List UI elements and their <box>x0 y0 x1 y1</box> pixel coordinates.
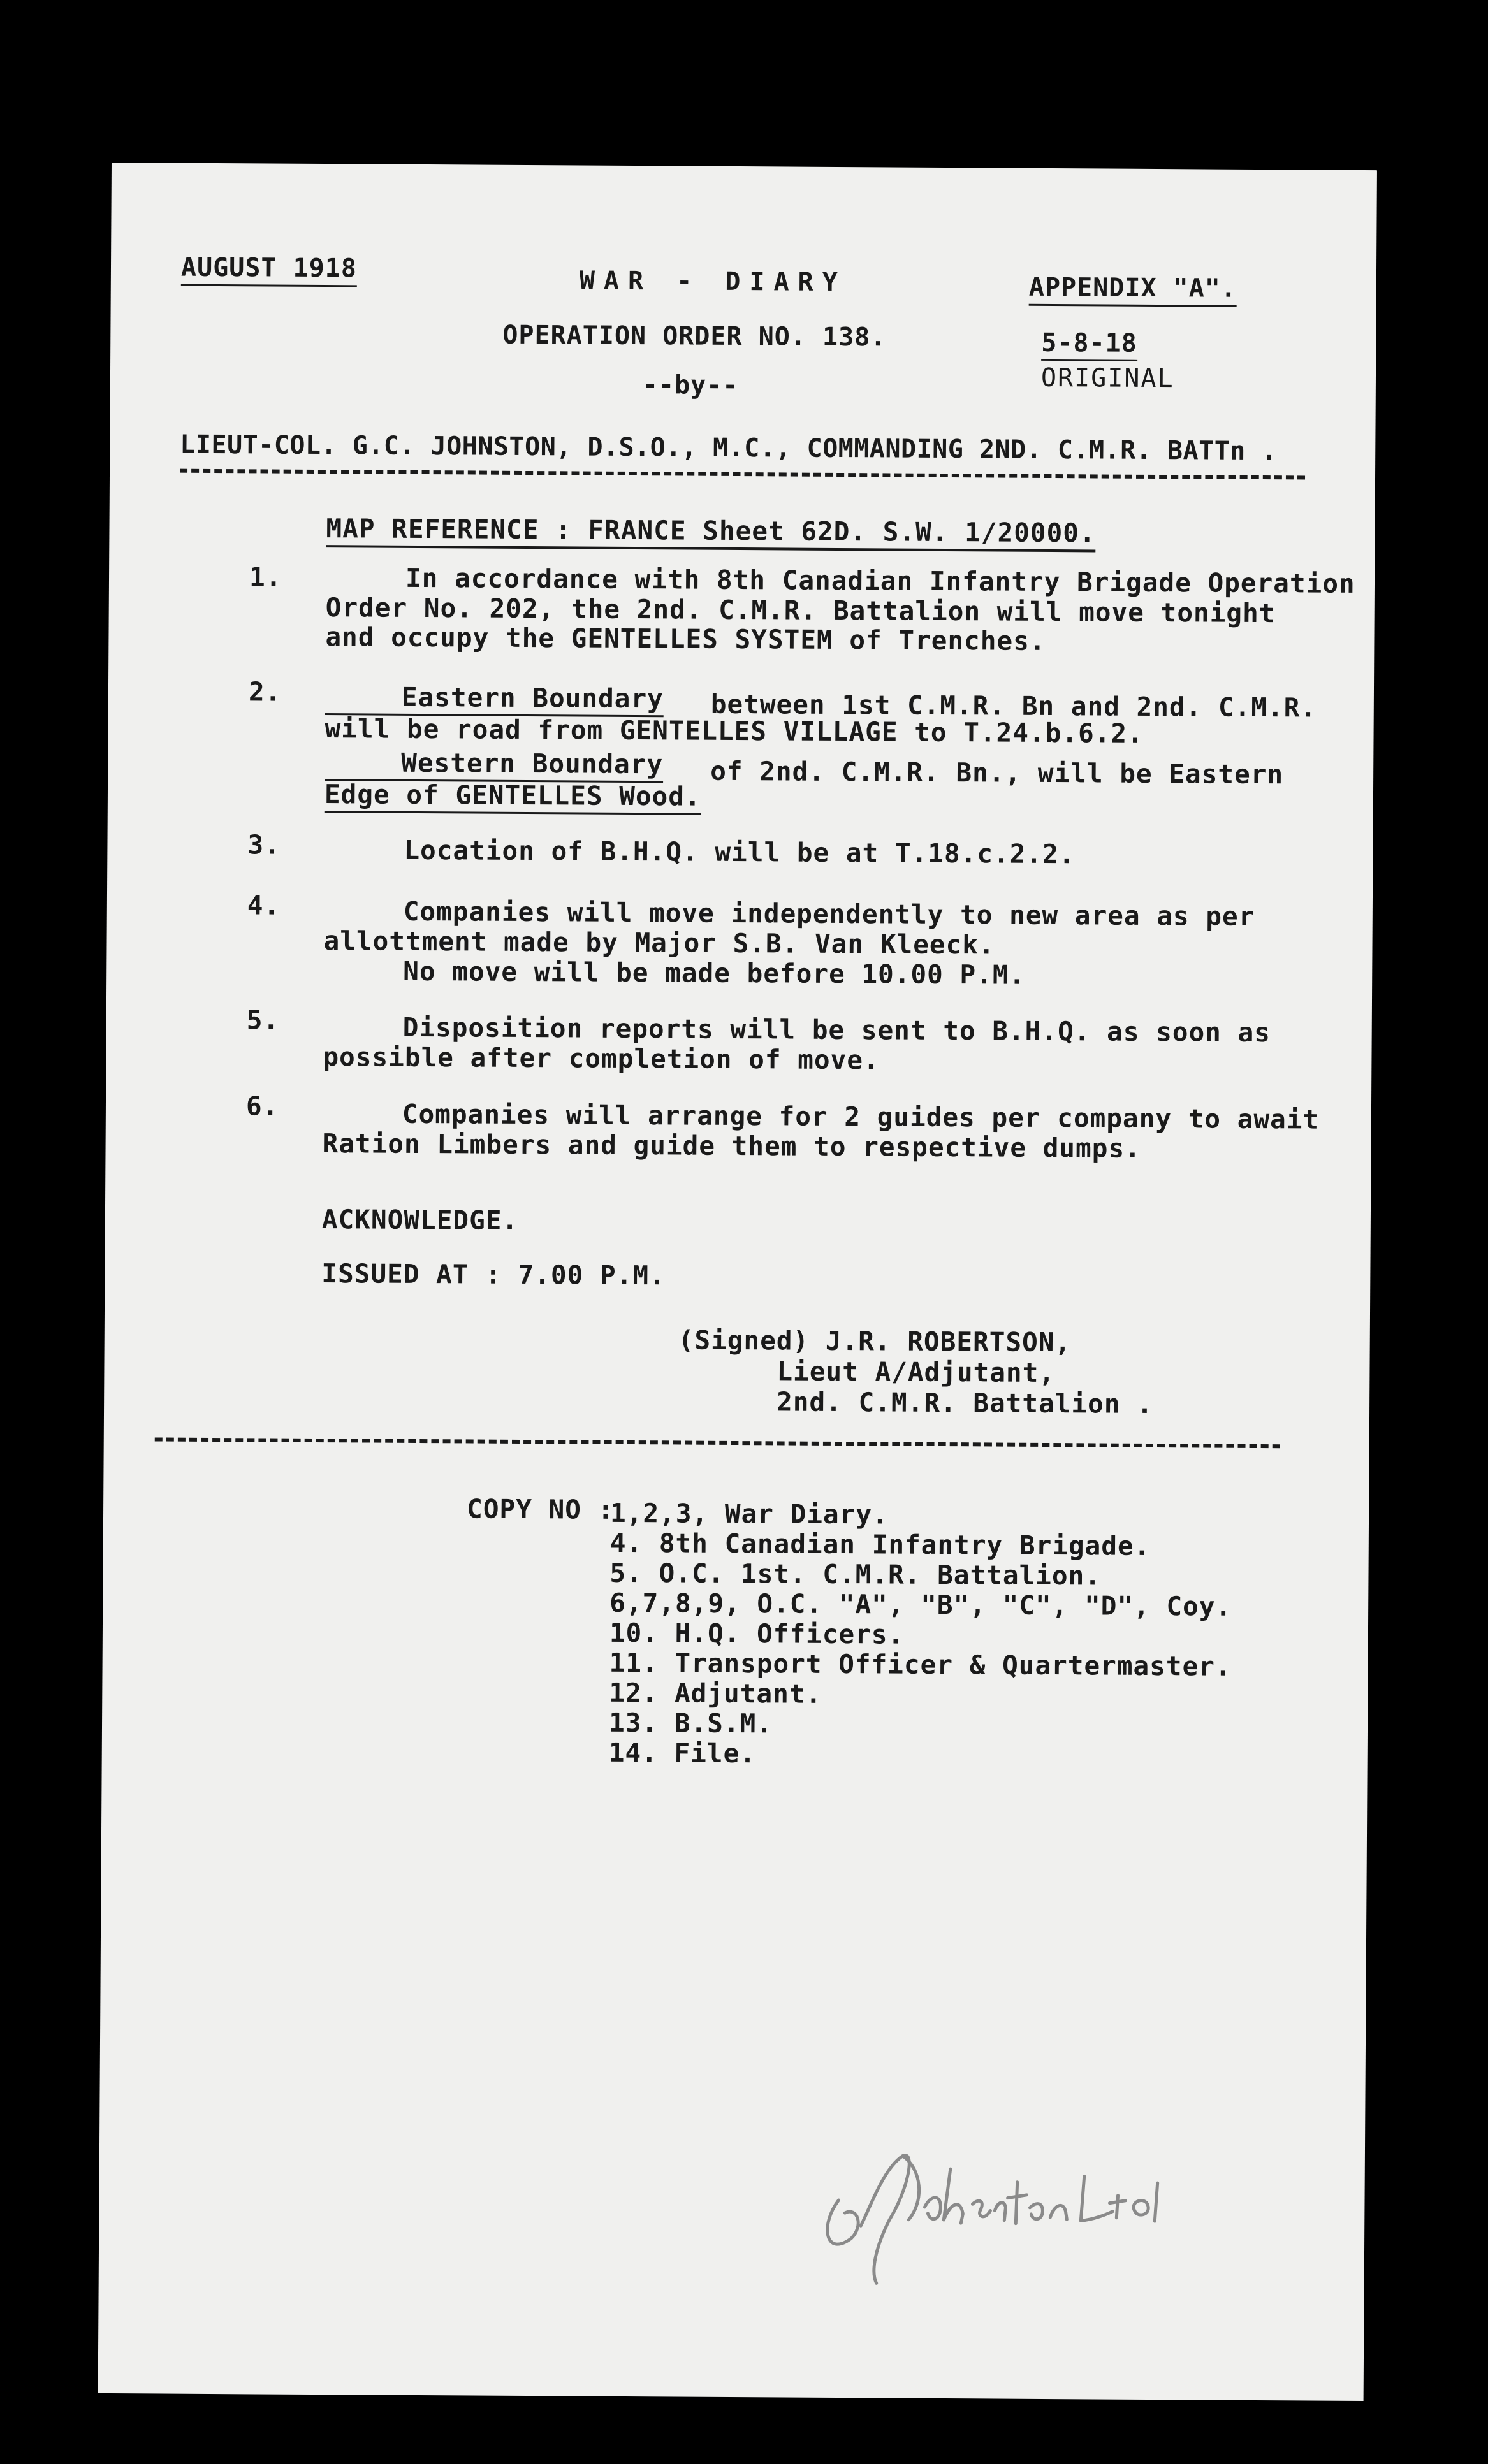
paragraph-number: 5. <box>246 1004 280 1036</box>
handwritten-signature <box>813 2130 1209 2298</box>
paragraph-line: Edge of GENTELLES Wood. <box>325 779 701 815</box>
original-stamp: ORIGINAL <box>1040 363 1174 394</box>
paragraph-line: Companies will arrange for 2 guides per company to await <box>402 1098 1320 1135</box>
paragraph-number: 6. <box>245 1091 279 1122</box>
header-divider <box>180 469 1305 480</box>
issued-at-line: ISSUED AT : 7.00 P.M. <box>321 1258 666 1291</box>
copy-item: 6,7,8,9, O.C. "A", "B", "C", "D", Coy. <box>609 1587 1232 1622</box>
copy-item: 12. Adjutant. <box>609 1677 822 1709</box>
paragraph-line: Order No. 202, the 2nd. C.M.R. Battalion will move tonight <box>325 592 1276 629</box>
copy-no-label: COPY NO : <box>466 1493 615 1525</box>
copy-item: 4. 8th Canadian Infantry Brigade. <box>609 1527 1151 1562</box>
signature-divider <box>155 1437 1280 1448</box>
map-reference: MAP REFERENCE : FRANCE Sheet 62D. S.W. 1/20000. <box>326 513 1095 552</box>
commander-line: LIEUT-COL. G.C. JOHNSTON, D.S.O., M.C., COMMANDING 2ND. C.M.R. BATTn . <box>180 430 1278 467</box>
paragraph-line: Companies will move independently to new area as per <box>403 895 1255 932</box>
paragraph-line: Disposition reports will be sent to B.H.Q. as soon as <box>402 1011 1271 1048</box>
signer-rank: Lieut A/Adjutant, <box>777 1356 1056 1389</box>
signer-unit: 2nd. C.M.R. Battalion . <box>776 1386 1154 1420</box>
paragraph-line: Ration Limbers and guide them to respective dumps. <box>322 1128 1141 1164</box>
appendix-label: APPENDIX "A". <box>1029 272 1237 307</box>
paragraph-number: 1. <box>249 562 282 593</box>
paragraph-line: will be road from GENTELLES VILLAGE to T.24.b.6.2. <box>325 713 1144 749</box>
order-date: 5-8-18 <box>1041 328 1137 361</box>
paragraph-line: and occupy the GENTELLES SYSTEM of Trenches. <box>325 621 1046 656</box>
paragraph-number: 3. <box>247 829 281 860</box>
paragraph-line: possible after completion of move. <box>323 1041 880 1076</box>
paragraph-line: In accordance with 8th Canadian Infantry Brigade Operation <box>405 562 1355 599</box>
copy-item: 1,2,3, War Diary. <box>609 1497 889 1530</box>
acknowledge-line: ACKNOWLEDGE. <box>321 1204 519 1236</box>
paragraph-line: between 1st C.M.R. Bn and 2nd. C.M.R. <box>710 688 1317 723</box>
diary-date: AUGUST 1918 <box>181 252 357 287</box>
paragraph-line: No move will be made before 10.00 P.M. <box>403 955 1026 990</box>
paragraph-line: allottment made by Major S.B. Van Kleeck. <box>323 925 995 960</box>
copy-item: 13. B.S.M. <box>608 1707 773 1739</box>
copy-item: 11. Transport Officer & Quartermaster. <box>609 1647 1232 1682</box>
signed-by: (Signed) J.R. ROBERTSON, <box>678 1324 1072 1358</box>
paragraph-number: 4. <box>247 890 281 921</box>
document-page <box>98 163 1377 2401</box>
by-line: --by-- <box>642 370 739 401</box>
paragraph-line: Eastern Boundary <box>325 681 664 717</box>
diary-title: WAR - DIARY <box>579 266 847 298</box>
copy-item: 10. H.Q. Officers. <box>609 1617 905 1650</box>
copy-item: 14. File. <box>608 1737 757 1769</box>
copy-item: 5. O.C. 1st. C.M.R. Battalion. <box>609 1557 1102 1591</box>
paragraph-line: Location of B.H.Q. will be at T.18.c.2.2. <box>404 834 1076 870</box>
paragraph-line: Western Boundary <box>325 747 663 783</box>
paragraph-number: 2. <box>248 676 282 707</box>
operation-order-title: OPERATION ORDER NO. 138. <box>502 320 887 352</box>
paragraph-line: of 2nd. C.M.R. Bn., will be Eastern <box>710 755 1284 790</box>
